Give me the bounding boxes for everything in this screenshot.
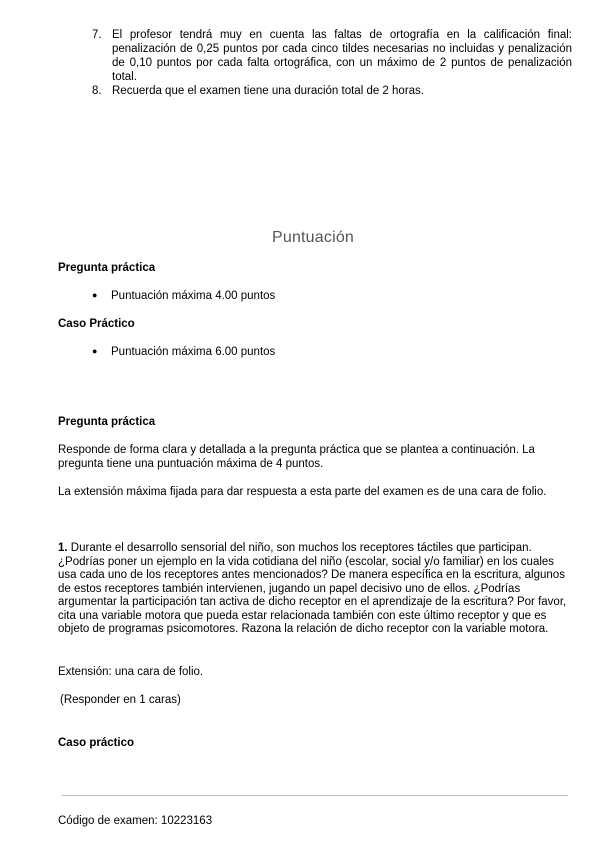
scoring-bullet-case-study	[92, 346, 275, 358]
question-text: Durante el desarrollo sensorial del niño, son muchos los receptores táctiles que participan. ¿Podrías poner un ejemplo en la vida cotidiana del niño (escolar, social y/o familiar) en los cuales usa cada uno de los receptores antes mencionados? De manera específica en la escritura, algunos de estos receptores también intervienen, jugando un papel decisivo uno de ellos. ¿Podrías argumentar la participación tan activa de dicho receptor en el aprendizaje de la escritura? Por favor, cita una variable motora que pueda estar relacionada también con este último receptor y que es objeto de programas psicomotores. Razona la relación de dicho receptor con la variable motora.	[58, 542, 567, 635]
rule-text: El profesor tendrá muy en cuenta las faltas de ortografía en la calificación final: penalización de 0,25 puntos por cada cinco tildes necesarias no incluidas y penalización de 0,10 puntos por cada falta ortográfica, con un máximo de 2 puntos de penalización total.	[112, 29, 572, 83]
rule-number: 7.	[92, 29, 102, 41]
scoring-heading-practical-question: Pregunta práctica	[58, 262, 156, 274]
case-study-heading: Caso práctico	[58, 737, 135, 749]
rule-number: 8.	[92, 85, 102, 97]
scoring-title: Puntuación	[271, 229, 355, 246]
exam-code: Código de examen: 10223163	[58, 815, 213, 827]
bullet-icon: ●	[92, 346, 98, 356]
practical-intro: Responde de forma clara y detallada a la pregunta práctica que se plantea a continuación. La pregunta tiene una puntuación máxima de 4 puntos.	[58, 444, 535, 470]
scoring-bullet-practical-question	[92, 290, 275, 302]
extension-note: Extensión: una cara de folio.	[58, 666, 204, 678]
scoring-bullet-text: Puntuación máxima 6.00 puntos	[111, 346, 276, 358]
practical-extent: La extensión máxima fijada para dar respuesta a esta parte del examen es de una cara de folio.	[58, 486, 547, 498]
response-note: (Responder en 1 caras)	[60, 694, 181, 706]
question-1	[58, 542, 572, 637]
rule-item	[92, 28, 572, 84]
scoring-heading-case-study: Caso Práctico	[58, 318, 135, 330]
bullet-icon: ●	[92, 290, 98, 300]
footer-divider	[62, 795, 568, 796]
rule-item	[92, 84, 572, 98]
rule-text: Recuerda que el examen tiene una duración total de 2 horas.	[112, 85, 424, 97]
practical-question-heading: Pregunta práctica	[58, 416, 156, 428]
rules-list	[92, 28, 572, 98]
question-number: 1.	[58, 542, 68, 554]
scoring-bullet-text: Puntuación máxima 4.00 puntos	[111, 290, 276, 302]
